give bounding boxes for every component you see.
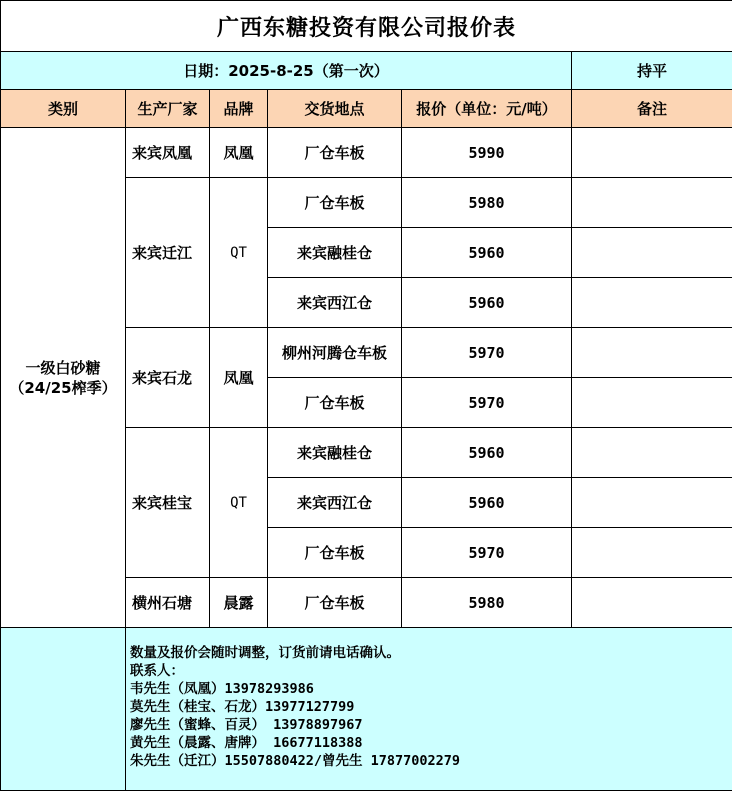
remark-cell: [572, 178, 732, 228]
location-cell: 厂仓车板: [268, 578, 402, 628]
location-cell: 厂仓车板: [268, 128, 402, 178]
location-cell: 柳州河腾仓车板: [268, 328, 402, 378]
price-cell: 5960: [402, 228, 572, 278]
producer-cell: 来宾桂宝: [126, 428, 210, 578]
remark-cell: [572, 328, 732, 378]
category-name: 一级白砂糖: [25, 358, 101, 377]
notice-line: 数量及报价会随时调整，订货前请电话确认。: [130, 645, 400, 661]
header-location: 交货地点: [268, 90, 402, 128]
footer-notes: [126, 628, 732, 791]
remark-cell: [572, 478, 732, 528]
remark-cell: [572, 528, 732, 578]
brand-cell: 晨露: [210, 578, 268, 628]
location-cell: 来宾融桂仓: [268, 228, 402, 278]
location-cell: 来宾西江仓: [268, 478, 402, 528]
location-cell: 来宾融桂仓: [268, 428, 402, 478]
category-cell: [1, 128, 126, 628]
price-cell: 5970: [402, 328, 572, 378]
location-cell: 来宾西江仓: [268, 278, 402, 328]
price-cell: 5970: [402, 378, 572, 428]
remark-cell: [572, 428, 732, 478]
remark-cell: [572, 128, 732, 178]
location-cell: 厂仓车板: [268, 178, 402, 228]
contact-heading: 联系人：: [130, 663, 184, 679]
header-price: 报价（单位：元/吨）: [402, 90, 572, 128]
producer-cell: 横州石塘: [126, 578, 210, 628]
contact-line: 黄先生（晨露、唐牌） 16677118388: [130, 735, 363, 751]
brand-cell: QT: [210, 178, 268, 328]
contact-line: 朱先生（迁江）15507880422/曾先生 17877002279: [130, 753, 461, 769]
producer-cell: 来宾石龙: [126, 328, 210, 428]
remark-cell: [572, 228, 732, 278]
contact-line: 莫先生（桂宝、石龙）13977127799: [130, 699, 355, 715]
header-category: 类别: [1, 90, 126, 128]
trend-label: 持平: [572, 52, 732, 90]
footer-spacer: [1, 628, 126, 791]
sheet-title: 广西东糖投资有限公司报价表: [1, 1, 732, 52]
table-row: [1, 128, 732, 178]
price-cell: 5960: [402, 478, 572, 528]
price-cell: 5960: [402, 428, 572, 478]
brand-cell: QT: [210, 428, 268, 578]
category-season: （24/25榨季）: [9, 378, 117, 397]
brand-cell: 凤凰: [210, 328, 268, 428]
location-cell: 厂仓车板: [268, 528, 402, 578]
price-cell: 5980: [402, 178, 572, 228]
date-line: 日期：2025-8-25（第一次）: [1, 52, 572, 90]
header-brand: 品牌: [210, 90, 268, 128]
producer-cell: 来宾迁江: [126, 178, 210, 328]
producer-cell: 来宾凤凰: [126, 128, 210, 178]
contact-line: 韦先生（凤凰）13978293986: [130, 681, 314, 697]
location-cell: 厂仓车板: [268, 378, 402, 428]
contact-line: 廖先生（蜜蜂、百灵） 13978897967: [130, 717, 363, 733]
brand-cell: 凤凰: [210, 128, 268, 178]
price-cell: 5960: [402, 278, 572, 328]
price-cell: 5980: [402, 578, 572, 628]
price-cell: 5990: [402, 128, 572, 178]
header-producer: 生产厂家: [126, 90, 210, 128]
price-cell: 5970: [402, 528, 572, 578]
remark-cell: [572, 378, 732, 428]
remark-cell: [572, 578, 732, 628]
header-remark: 备注: [572, 90, 732, 128]
remark-cell: [572, 278, 732, 328]
